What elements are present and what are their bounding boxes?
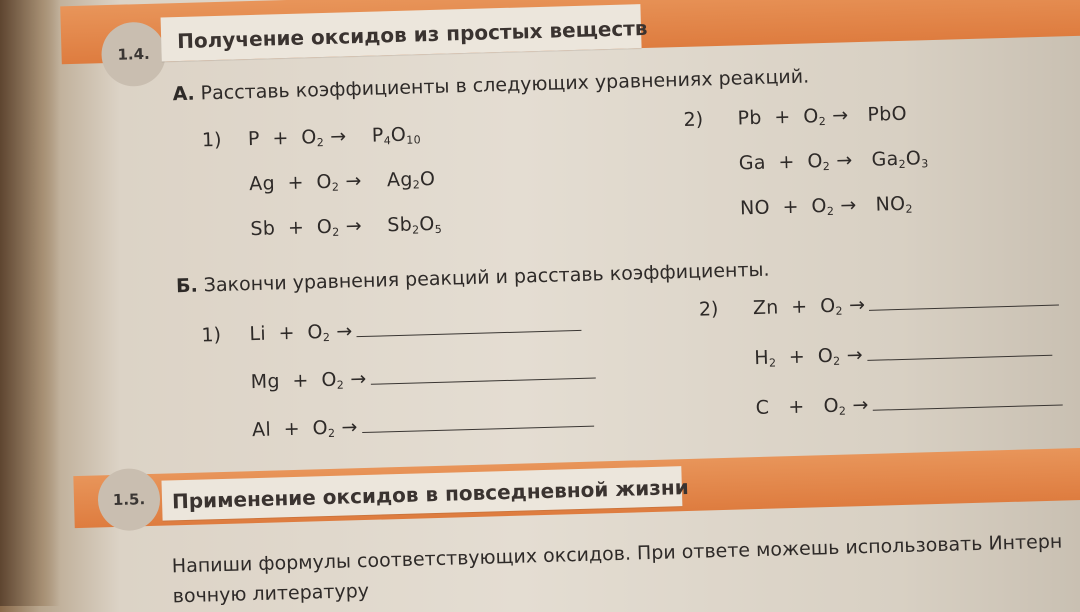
equation-b2-1: $Zn + O_2$ →	[753, 289, 1060, 320]
answer-blank-b1-2[interactable]	[371, 376, 596, 385]
equation-a2-3: NO + $O_2$ → $NO_2$	[739, 192, 914, 220]
equation-b1-2: $Mg + O_2$ →	[250, 362, 595, 394]
answer-blank-b2-3[interactable]	[873, 402, 1063, 410]
part-b-letter: Б.	[175, 274, 199, 298]
part-b-heading	[176, 259, 770, 298]
answer-blank-b2-1[interactable]	[869, 303, 1059, 311]
equation-b1-3: $Al + O_2$ →	[252, 410, 594, 442]
equation-a2-1: $Pb + O_2$ → PbO	[737, 102, 908, 130]
part-a-instruction: Расставь коэффициенты в следующих уравнениях реакций.	[200, 65, 810, 105]
equation-a1-3: $Sb + O_2$ → $Sb_2O_5$	[250, 212, 443, 241]
part-b-col2-number: 2)	[698, 298, 719, 321]
part-a-col2-number: 2)	[683, 108, 704, 131]
section-1-5-text-line1: Напиши формулы соответствующих оксидов. При ответе можешь использовать Интерн	[171, 530, 1063, 578]
equation-a1-2: $Ag + O_2$ → $Ag_2O$	[248, 167, 436, 196]
equation-b2-3: C + $O_2$ →	[755, 388, 1063, 419]
section-number: 1.4.	[117, 44, 150, 64]
answer-blank-b2-2[interactable]	[867, 353, 1052, 361]
equation-b1-1: $Li + O_2$ →	[249, 314, 582, 345]
part-b-instruction: Закончи уравнения реакций и расставь коэффициенты.	[203, 258, 770, 297]
equation-a1-1: $P + O_2$ → $P_4O_{10}$	[247, 123, 422, 151]
answer-blank-b1-3[interactable]	[362, 424, 594, 433]
section-1-5-title: Применение оксидов в повседневной жизни	[171, 474, 689, 514]
equation-a2-2: $Ga + O_2$ → $Ga_2O_3$	[738, 147, 929, 175]
section-1-5-text-line2: вочную литературу	[172, 579, 370, 608]
section-number-badge	[101, 21, 167, 87]
section-1-5-number: 1.5.	[112, 490, 146, 510]
part-a-letter: А.	[172, 82, 195, 106]
equation-b2-2: $H_2 + O_2$ →	[754, 339, 1052, 369]
part-b-col1-number: 1)	[201, 323, 222, 347]
section-title: Получение оксидов из простых веществ	[176, 15, 648, 54]
part-a-heading	[172, 65, 809, 105]
answer-blank-b1-1[interactable]	[357, 328, 582, 337]
part-a-col1-number: 1)	[201, 128, 222, 152]
